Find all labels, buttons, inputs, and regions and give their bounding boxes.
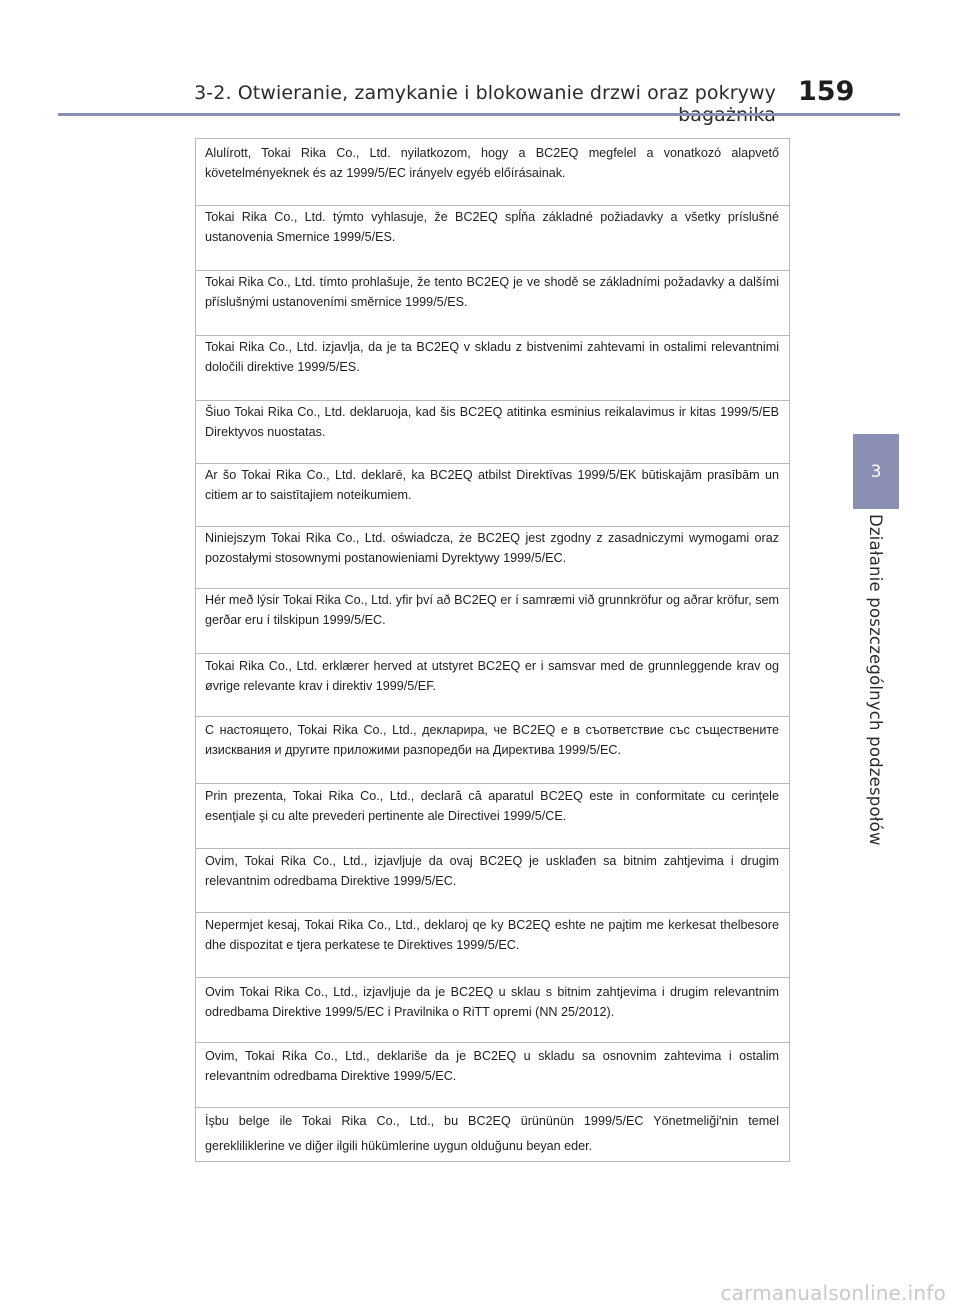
declaration-sr: Ovim, Tokai Rika Co., Ltd., deklariše da je BC2EQ u skladu sa osnovnim zahtevima i ostalim relevantnim odredbama Direktive 1999/5/EC.	[205, 1049, 779, 1083]
chapter-number: 3	[870, 461, 882, 482]
table-divider	[196, 400, 789, 401]
side-chapter-title-container	[854, 514, 898, 854]
table-divider	[196, 205, 789, 206]
side-chapter-title: Działanie poszczególnych podzespołów	[866, 514, 885, 846]
declaration-is: Hér með lýsir Tokai Rika Co., Ltd. yfir því að BC2EQ er í samræmi við grunnkröfur og aðrar kröfur, sem gerðar eru í tilskipun 1999/5/EC.	[205, 593, 779, 627]
table-divider	[196, 270, 789, 271]
declaration-bs: Ovim, Tokai Rika Co., Ltd., izjavljuje da ovaj BC2EQ je usklađen sa bitnim zahtjevima i drugim relevantnim odredbama Direktive 1999/5/EC.	[205, 854, 779, 888]
table-divider	[196, 977, 789, 978]
declaration-pl: Niniejszym Tokai Rika Co., Ltd. oświadcza, że BC2EQ jest zgodny z zasadniczymi wymogami oraz pozostałymi stosownymi postanowieniami Dyrektywy 1999/5/EC.	[205, 531, 779, 565]
chapter-tab	[853, 434, 899, 509]
declaration-tr: İşbu belge ile Tokai Rika Co., Ltd., bu BC2EQ ürününün 1999/5/EC Yönetmeliği'nin temel gerekliliklerine ve diğer ilgili hükümlerine uygun olduğunu beyan eder.	[205, 1114, 779, 1153]
header-divider	[58, 113, 900, 116]
table-divider	[196, 1042, 789, 1043]
declaration-lt: Šiuo Tokai Rika Co., Ltd. deklaruoja, kad šis BC2EQ atitinka esminius reikalavimus ir kitas 1999/5/EB Direktyvos nuostatas.	[205, 405, 779, 439]
declaration-lv: Ar šo Tokai Rika Co., Ltd. deklarē, ka BC2EQ atbilst Direktīvas 1999/5/EK būtiskajām prasībām un citiem ar to saistītajiem noteikumiem.	[205, 468, 779, 502]
declaration-hu: Alulírott, Tokai Rika Co., Ltd. nyilatkozom, hogy a BC2EQ megfelel a vonatkozó alapvető követelményeknek és az 1999/5/EC irányelv egyéb előírásainak.	[205, 146, 779, 180]
declaration-no: Tokai Rika Co., Ltd. erklærer herved at utstyret BC2EQ er i samsvar med de grunnleggende krav og øvrige relevante krav i direktiv 1999/5/EF.	[205, 659, 779, 693]
table-divider	[196, 588, 789, 589]
table-divider	[196, 716, 789, 717]
declaration-ro: Prin prezenta, Tokai Rika Co., Ltd., declară că aparatul BC2EQ este in conformitate cu cerinţele esenţiale şi cu alte prevederi pertinente ale Directivei 1999/5/CE.	[205, 789, 779, 823]
declaration-bg: С настоящето, Tokai Rika Co., Ltd., декларира, че BC2EQ е в съответствие със съществените изисквания и другите приложими разпоредби на Директива 1999/5/EC.	[205, 723, 779, 757]
table-divider	[196, 848, 789, 849]
table-divider	[196, 653, 789, 654]
table-divider	[196, 463, 789, 464]
table-divider	[196, 912, 789, 913]
table-divider	[196, 1107, 789, 1108]
declarations-table	[195, 138, 790, 1162]
table-divider	[196, 526, 789, 527]
table-divider	[196, 335, 789, 336]
declaration-sl: Tokai Rika Co., Ltd. izjavlja, da je ta BC2EQ v skladu z bistvenimi zahtevami in ostalimi relevantnimi določili direktive 1999/5/ES.	[205, 340, 779, 374]
declaration-sq: Nepermjet kesaj, Tokai Rika Co., Ltd., deklaroj qe ky BC2EQ eshte ne pajtim me kerkesat thelbesore dhe dispozitat e tjera perkatese te Direktives 1999/5/EC.	[205, 918, 779, 952]
declaration-cs: Tokai Rika Co., Ltd. tímto prohlašuje, že tento BC2EQ je ve shodě se základními požadavky a dalšími příslušnými ustanoveními směrnice 1999/5/ES.	[205, 275, 779, 309]
watermark-text: carmanualsonline.info	[720, 1281, 946, 1305]
page-header-title: 3-2. Otwieranie, zamykanie i blokowanie drzwi oraz pokrywy	[194, 82, 776, 104]
page-number: 159	[798, 76, 855, 107]
declaration-sk: Tokai Rika Co., Ltd. týmto vyhlasuje, že BC2EQ spĺňa základné požiadavky a všetky príslušné ustanovenia Smernice 1999/5/ES.	[205, 210, 779, 244]
table-divider	[196, 783, 789, 784]
declaration-hr: Ovim Tokai Rika Co., Ltd., izjavljuje da je BC2EQ u sklau s bitnim zahtjevima i drugim relevantnim odredbama Direktive 1999/5/EC i Pravilnika o RiTT opremi (NN 25/2012).	[205, 985, 779, 1019]
